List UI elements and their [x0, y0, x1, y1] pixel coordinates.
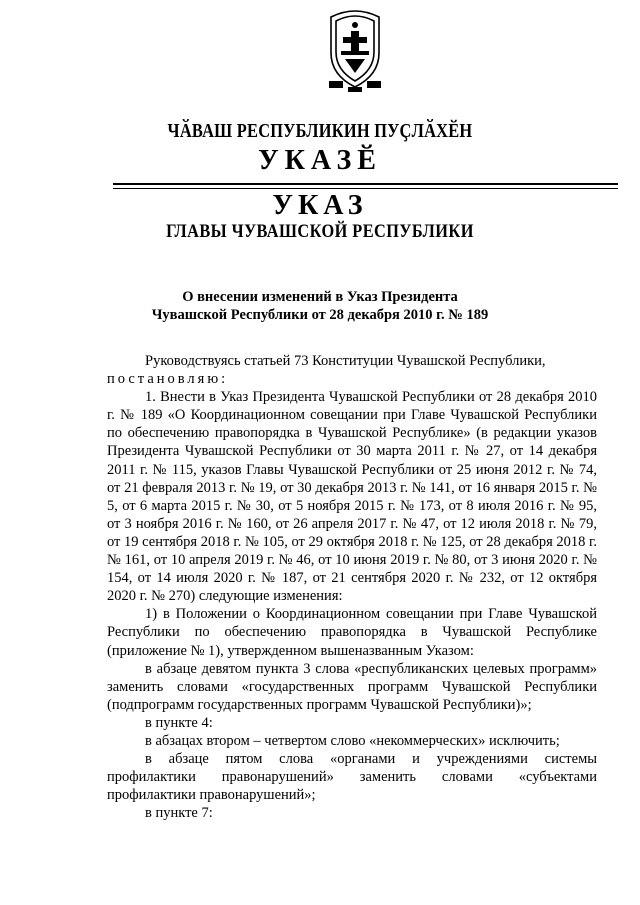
paragraph-item-1: 1. Внести в Указ Президента Чувашской Республики от 28 декабря 2010 г. № 189 «О Координационном совещании при Главе Чувашской Республики по обеспечению правопорядка в Чувашской Республике» (в редакции указов Президента Чувашской Республики от 30 марта 2011 г. № 27, от 14 декабря 2011 г. № 115, указов Главы Чувашской Республики от 25 июня 2012 г. № 74, от 21 февраля 2013 г. № 19, от 30 декабря 2013 г. № 141, от 16 января 2015 г. № 5, от 6 марта 2015 г. № 30, от 5 ноября 2015 г. № 173, от 8 июля 2016 г. № 95, от 3 ноября 2016 г. № 160, от 26 апреля 2017 г. № 47, от 12 июля 2018 г. № 79, от 19 сентября 2018 г. № 105, от 29 октября 2018 г. № 125, от 28 декабря 2018 г. № 161, от 10 апреля 2019 г. № 46, от 10 июня 2019 г. № 80, от 3 июня 2020 г. № 154, от 14 июля 2020 г. № 187, от 21 сентября 2020 г. № 232, от 12 октября 2020 г. № 270) следующие изменения:: [107, 389, 597, 605]
paragraph-decree-word: постановляю:: [107, 371, 229, 388]
paragraph-amendment-1: в абзаце девятом пункта 3 слова «республиканских целевых программ» заменить словами «государственных программ Чувашской Республики (подпрограмм государственных программ Чувашской Республики)»;: [107, 660, 597, 713]
divider: [113, 188, 618, 189]
title-line-1: О внесении изменений в Указ Президента: [182, 289, 458, 305]
title-line-2: Чувашской Республики от 28 декабря 2010 г. № 189: [151, 307, 489, 323]
paragraph-preamble: Руководствуясь статьей 73 Конституции Чувашской Республики,: [145, 353, 546, 369]
header-chuvash-ukaze: УКАЗӖ: [258, 145, 382, 176]
paragraph-subitem-1: 1) в Положении о Координационном совещании при Главе Чувашской Республики по обеспечению правопорядка в Чувашской Республике (приложение № 1), утвержденном вышеназванным Указом:: [107, 606, 597, 659]
header-subtitle: ГЛАВЫ ЧУВАШСКОЙ РЕСПУБЛИКИ: [166, 221, 474, 242]
document-title: [0, 288, 640, 324]
paragraph-amendment-3: в абзаце пятом слова «органами и учреждениями системы профилактики правонарушений» заменить словами «субъектами профилактики правонарушений»;: [107, 751, 597, 804]
paragraph-amendment-2: в абзацах втором – четвертом слово «некоммерческих» исключить;: [145, 732, 560, 749]
header-chuvash-title: ЧӐВАШ РЕСПУБЛИКИН ПУҪЛӐХӖН: [167, 120, 473, 142]
paragraph-point-7: в пункте 7:: [145, 805, 213, 822]
chuvash-emblem-icon: [323, 7, 387, 93]
header-ukaz: УКАЗ: [272, 190, 368, 221]
divider: [113, 183, 618, 185]
paragraph-point-4: в пункте 4:: [145, 714, 213, 731]
document-body: [107, 352, 597, 822]
